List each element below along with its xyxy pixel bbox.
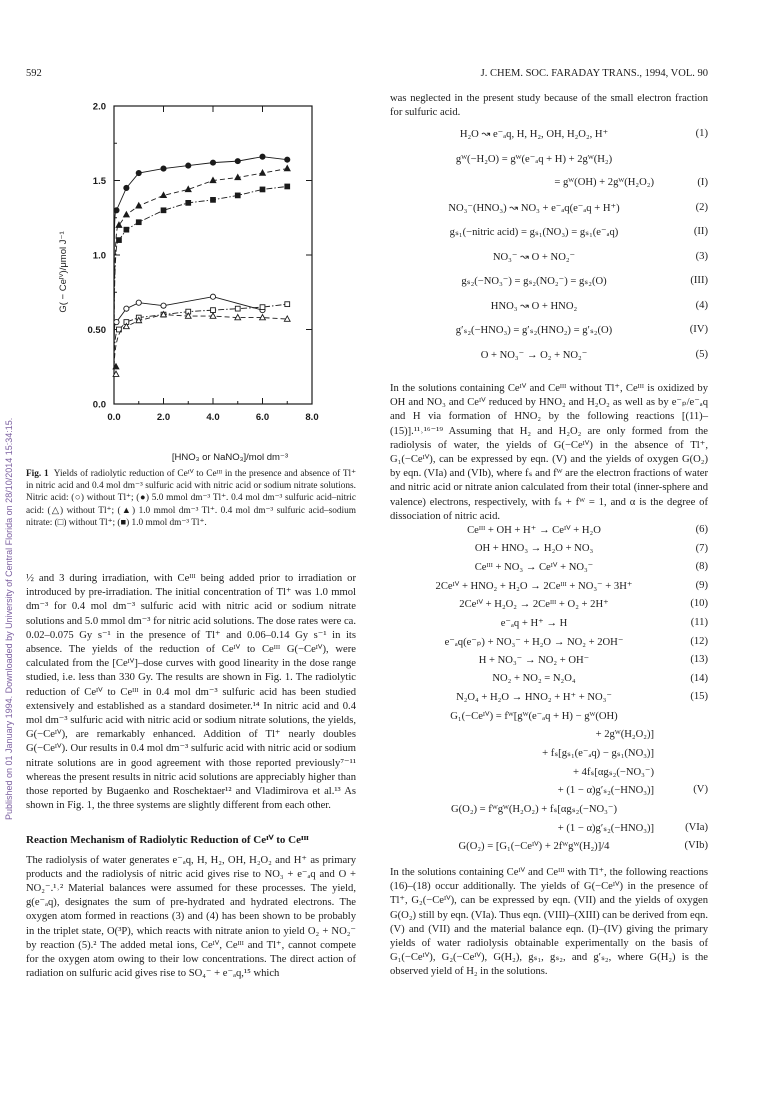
series-line	[114, 304, 287, 374]
x-axis-label: [HNO₃ or NaNO₃]/mol dm⁻³	[171, 452, 289, 463]
equation-text: gₛ₁(−nitric acid) = gₛ₁(NO₃) = gₛ₁(e⁻ₐq)	[449, 227, 619, 238]
equation-text: N₂O₄ + H₂O → HNO₂ + H⁺ + NO₃⁻	[456, 692, 612, 704]
filled-triangle-marker	[260, 170, 266, 175]
equation-text: e⁻ₐq(e⁻ₚ) + NO₃⁻ + H₂O → NO₂ + 2OH⁻	[444, 636, 624, 648]
page-number: 592	[26, 68, 42, 79]
filled-triangle-marker	[284, 165, 290, 170]
x-tick-label: 0.0	[107, 412, 121, 423]
open-circle-marker	[210, 294, 215, 299]
equation-row	[390, 543, 708, 554]
caption-text: Yields of radiolytic reduction of Ceᴵⱽ to Ceᴵᴵᴵ in the presence and absence of Tl⁺ in nitric acid and 0.4 mol dm⁻³ sulfuric acid with nitric acid or sodium nitrate solutions. Nitric acid: (○) without Tl⁺; (●) 5.0 mmol dm⁻³ Tl⁺. 0.4 mol dm⁻³ sulfuric acid–nitric acid: (△) without Tl⁺; (▲) 1.0 mmol dm⁻³ Tl⁺. 0.4 mol dm⁻³ sulfuric acid–sodium nitrate: (□) without Tl⁺; (■) 1.0 mmol dm⁻³ Tl⁺.	[26, 469, 356, 528]
open-circle-marker	[136, 300, 141, 305]
equation-number: (11)	[690, 617, 708, 628]
equation-text: OH + HNO₃ → H₂O + NO₃	[474, 542, 594, 554]
x-tick-label: 8.0	[305, 412, 319, 423]
equation-row	[390, 324, 708, 336]
open-square-marker	[285, 302, 290, 307]
equation-row	[390, 766, 708, 778]
equation-text: G(O₂) = [G₁(−Ceᴵⱽ) + 2fᵂgᵂ(H₂)]/4	[458, 841, 610, 853]
x-tick-label: 4.0	[206, 412, 220, 423]
filled-square-marker	[117, 238, 122, 243]
filled-circle-marker	[186, 163, 191, 168]
y-tick-label: 1.0	[92, 250, 106, 262]
equation-text: + 2gᵂ(H₂O₂)]	[595, 728, 654, 740]
filled-circle-marker	[235, 159, 240, 164]
equation-text: e⁻ₐq + H⁺ → H	[500, 618, 568, 629]
equation-row	[390, 710, 708, 722]
equation-row	[390, 524, 708, 536]
equation-text: H + NO₃⁻ → NO₂ + OH⁻	[478, 655, 590, 667]
equation-row	[390, 226, 708, 238]
section-title: Reaction Mechanism of Radiolytic Reduction of Ceᴵⱽ to Ceᴵᴵᴵ	[26, 834, 309, 847]
open-square-marker	[260, 305, 265, 310]
equation-number: (IV)	[689, 324, 708, 335]
right-end	[390, 866, 708, 980]
equation-number: (VIb)	[684, 840, 708, 852]
equation-row	[390, 349, 708, 361]
left-column	[26, 572, 356, 981]
left-paragraph-2: The radiolysis of water generates e⁻ₐq, H, H₂, OH, H₂O₂ and H⁺ as primary products and the radiolysis of nitric acid gives rise to NO₃ + e⁻ₐq and O + NO₂⁻.¹˒² Material balances were assumed for these processes. The yield, g(e⁻ₐq), designates the sum of pre-hydrated and hydrated electrons. The oxygen atom formed in reactions (3) and (4) has been shown to be probably in the triplet state, O(³P), which reacts with nitrate anion to yield O₂ + NO₂⁻ by reaction (5).² The added metal ions, Ceᴵⱽ, Ceᴵᴵᴵ and Tl⁺, cannot compete for the oxygen atom owing to their low concentrations. The direct action of radiation on sulfuric acid gives rise to SO₄⁻ + e⁻ₐq,¹⁵ which	[26, 854, 356, 980]
filled-circle-marker	[161, 166, 166, 171]
equation-text: Ceᴵᴵᴵ + OH + H⁺ → Ceᴵⱽ + H₂O	[467, 525, 601, 536]
equation-row	[390, 784, 708, 796]
series-line	[114, 186, 287, 366]
filled-circle-marker	[124, 185, 129, 190]
equation-number: (1)	[695, 128, 708, 139]
equation-row	[390, 561, 708, 573]
equation-number: (15)	[690, 691, 708, 703]
filled-square-marker	[161, 208, 166, 213]
open-square-marker	[235, 306, 240, 311]
equation-row	[390, 300, 708, 312]
series-line	[114, 315, 287, 375]
equation-row	[390, 729, 708, 740]
equation-number: (8)	[695, 561, 708, 573]
filled-square-marker	[285, 184, 290, 189]
equation-number: (10)	[690, 598, 708, 610]
y-tick-label: 1.5	[92, 176, 106, 187]
series-open-triangle	[114, 312, 290, 375]
equation-text: + fₛ[gₛ₁(e⁻ₐq) − gₛ₁(NO₃)]	[542, 748, 654, 760]
series-filled-square	[114, 184, 290, 367]
equation-row	[390, 580, 708, 592]
equation-text: HNO₃ ↝ O + HNO₂	[490, 300, 578, 312]
figure-1-chart	[50, 92, 360, 470]
equation-row	[390, 747, 708, 759]
equation-row	[390, 177, 708, 188]
equation-text: NO₃⁻(HNO₃) ↝ NO₃ + e⁻ₐq(e⁻ₐq + H⁺)	[448, 202, 620, 214]
filled-circle-marker	[260, 154, 265, 159]
figure-1-caption	[26, 468, 356, 529]
chart-series	[113, 154, 290, 376]
download-watermark	[4, 120, 18, 820]
equation-block-1	[390, 128, 708, 378]
equation-row	[390, 822, 708, 834]
filled-square-marker	[235, 193, 240, 198]
open-triangle-marker	[210, 313, 216, 318]
download-watermark-text: Published on 01 January 1994. Downloaded by University of Central Florida on 28/10/2014 15:34:15.	[4, 417, 14, 820]
x-tick-label: 6.0	[255, 412, 270, 423]
equation-text: gₛ₂(−NO₃⁻) = gₛ₂(NO₂⁻) = gₛ₂(O)	[461, 276, 607, 287]
chart-axes	[88, 102, 319, 424]
equation-text: + (1 − α)g′ₛ₂(−HNO₃)]	[557, 822, 654, 834]
equation-number: (II)	[693, 226, 708, 237]
equation-text: NO₂ + NO₂ = N₂O₄	[492, 672, 576, 684]
right-intro-text: was neglected in the present study because of the small electron fraction for sulfuric acid.	[390, 93, 708, 119]
filled-square-marker	[211, 197, 216, 202]
equation-number: (9)	[695, 579, 708, 591]
open-circle-marker	[114, 319, 119, 324]
equation-text: gᵂ(−H₂O) = gᵂ(e⁻ₐq + H) + 2gᵂ(H₂)	[455, 153, 613, 165]
equation-block-2	[390, 524, 708, 862]
right-intro	[390, 92, 708, 120]
filled-circle-marker	[114, 208, 119, 213]
equation-number: (7)	[695, 542, 708, 554]
equation-number: (3)	[695, 250, 708, 262]
equation-text: Ceᴵᴵᴵ + NO₃ → Ceᴵⱽ + NO₃⁻	[474, 562, 594, 574]
equation-row	[390, 128, 708, 140]
equation-number: (4)	[695, 299, 708, 311]
filled-square-marker	[124, 227, 129, 232]
equation-number: (14)	[690, 672, 708, 684]
equation-text: O + NO₃⁻ → O₂ + NO₂⁻	[480, 349, 588, 361]
equation-row	[390, 617, 708, 629]
equation-number: (2)	[695, 201, 708, 213]
open-square-marker	[211, 308, 216, 313]
equation-text: 2Ceᴵⱽ + HNO₂ + H₂O → 2Ceᴵᴵᴵ + NO₃⁻ + 3H⁺	[435, 580, 633, 592]
equation-row	[390, 153, 708, 165]
equation-number: (12)	[690, 635, 708, 647]
filled-triangle-marker	[161, 192, 167, 197]
equation-number: (III)	[690, 275, 708, 286]
equation-text: 2Ceᴵⱽ + H₂O₂ → 2Ceᴵᴵᴵ + O₂ + 2H⁺	[459, 599, 609, 611]
filled-circle-marker	[136, 170, 141, 175]
right-middle-text: In the solutions containing Ceᴵⱽ and Ceᴵᴵᴵ without Tl⁺, Ceᴵᴵᴵ is oxidized by OH and NO₃ and Ceᴵⱽ reduced by HNO₂ and H₂O₂ as well as by e⁻ₚ/e⁻ₐq and H via formation of HNO₂ by the following reactions [(11)–(15)].¹¹˒¹⁶⁻¹⁹ Assuming that H₂ and H₂O₂ are only formed from the radiolysis of water, the yields of G(−Ceᴵⱽ) in the absence of Tl⁺, G₁(−Ceᴵⱽ), can be expressed by eqn. (V) and the yields of oxygen G(O₂) by eqn. (VIa) and (VIb), where fₛ and fᵂ are the electron fractions of water and nitric acid or nitrate anion calculated from their total (inner-sphere and valence) electrons, respectively, with fₛ + fᵂ = 1, and α is the degree of dissociation of nitric acid.	[390, 383, 708, 522]
equation-text: + 4fₛ[αgₛ₂(−NO₃⁻)	[572, 766, 654, 778]
equation-row	[390, 598, 708, 610]
equation-row	[390, 673, 708, 684]
equation-number: (I)	[697, 177, 708, 188]
equation-text: = gᵂ(OH) + 2gᵂ(H₂O₂)	[554, 177, 654, 188]
equation-text: G₁(−Ceᴵⱽ) = fᵂ[gᵂ(e⁻ₐq + H) − gᵂ(OH)	[450, 711, 618, 722]
filled-square-marker	[260, 187, 265, 192]
right-middle	[390, 382, 708, 524]
equation-row	[390, 840, 708, 852]
equation-row	[390, 636, 708, 648]
filled-square-marker	[186, 200, 191, 205]
equation-text: G(O₂) = fᵂgᵂ(H₂O₂) + fₛ[αgₛ₂(−NO₃⁻)	[450, 804, 617, 815]
filled-circle-marker	[210, 160, 215, 165]
equation-row	[390, 275, 708, 287]
filled-triangle-marker	[123, 212, 129, 217]
series-filled-triangle	[114, 165, 290, 366]
equation-text: H₂O ↝ e⁻ₐq, H, H₂, OH, H₂O₂, H⁺	[459, 129, 609, 140]
open-circle-marker	[161, 303, 166, 308]
left-paragraph-1: ½ and 3 during irradiation, with Ceᴵᴵᴵ being added prior to irradiation or introduced by pre-irradiation. The initial concentration of Tl⁺ was 1.0 mmol dm⁻³ for 0.4 mol dm⁻³ sulfuric acid with nitric acid or sodium nitrate solutions and 5.0 mmol dm⁻³ for nitric acid solutions. The dose rates were ca. 0.02–0.075 Gy s⁻¹ in the presence of Tl⁺ and 0.06–0.14 Gy s⁻¹ in its absence. The yields of the reduction of Ceᴵⱽ to Ceᴵᴵᴵ G(−Ceᴵⱽ), were calculated from the [Ceᴵⱽ]–dose curves with good linearity in the dose range studied, i.e. less than 330 Gy. The results are shown in Fig. 1. The radiolytic reduction of Ceᴵⱽ to Ceᴵᴵᴵ in 0.4 mol dm⁻³ sulfuric acid has been studied extensively and established as a standard dosimeter.¹⁴ In nitric acid and 0.4 mol dm⁻³ sulfuric acid with nitric acid or sodium nitrate solutions, the yields, G(−Ceᴵⱽ), are remarkably enhanced. Addition of Tl⁺ nearly doubles G(−Ceᴵⱽ). Our results in 0.4 mol dm⁻³ sulfuric acid with nitric acid or sodium nitrate solutions are in good agreement with those reported previously⁷⁻¹¹ whereas the present results in nitric acid solutions are appreciably higher than those reported by Bugaenko and Roschektaer¹² and Vladimirova et al.¹³ As shown in Fig. 1, the three systems are slightly different from each other.	[26, 573, 356, 812]
series-filled-circle	[114, 154, 290, 367]
filled-circle-marker	[285, 157, 290, 162]
equation-text: g′ₛ₂(−HNO₃) = g′ₛ₂(HNO₂) = g′ₛ₂(O)	[455, 325, 613, 336]
open-circle-marker	[124, 306, 129, 311]
plot-frame	[114, 106, 312, 404]
x-tick-label: 2.0	[156, 412, 171, 423]
y-tick-label: 2.0	[92, 101, 106, 113]
equation-text: NO₃⁻ ↝ O + NO₂⁻	[492, 251, 576, 263]
y-axis-label: G( − Ceᴵⱽ)/μmol J⁻¹	[58, 231, 69, 313]
series-line	[114, 169, 287, 367]
equation-text: + (1 − α)g′ₛ₂(−HNO₃)]	[557, 785, 654, 797]
journal-header: J. CHEM. SOC. FARADAY TRANS., 1994, VOL. 90	[480, 68, 708, 79]
equation-row	[390, 202, 708, 214]
equation-row	[390, 251, 708, 263]
y-tick-label: 0.0	[92, 399, 106, 411]
equation-number: (6)	[695, 524, 708, 535]
equation-row	[390, 654, 708, 666]
filled-square-marker	[136, 220, 141, 225]
caption-label: Fig. 1	[26, 469, 49, 479]
equation-number: (VIa)	[685, 821, 708, 833]
right-end-text: In the solutions containing Ceᴵⱽ and Ceᴵᴵᴵ with Tl⁺, the following reactions (16)–(18) occur additionally. The yields of G(−Ceᴵⱽ) in the presence of Tl⁺, G₂(−Ceᴵⱽ), can be expressed by eqn. (VII) and the yields of oxygen G(O₂) still by eqn. (VIa). Thus eqn. (VIII)–(XIII) can be derived from eqn. (V) and (VII) and the material balance eqn. (I)–(IV) giving the primary yields of water radiolysis obtainable experimentally on the basis of G₁(−Ceᴵⱽ), G₂(−Ceᴵⱽ), G(H₂), gₛ₁, gₛ₂, and g′ₛ₂, where G(H₂) is the observed yield of H₂ in the solutions.	[390, 867, 708, 978]
y-tick-label: 0.50	[87, 325, 106, 336]
equation-row	[390, 691, 708, 703]
equation-number: (5)	[695, 348, 708, 360]
series-open-circle	[114, 294, 265, 374]
equation-number: (V)	[693, 784, 708, 796]
equation-number: (13)	[690, 654, 708, 666]
equation-row	[390, 803, 708, 815]
